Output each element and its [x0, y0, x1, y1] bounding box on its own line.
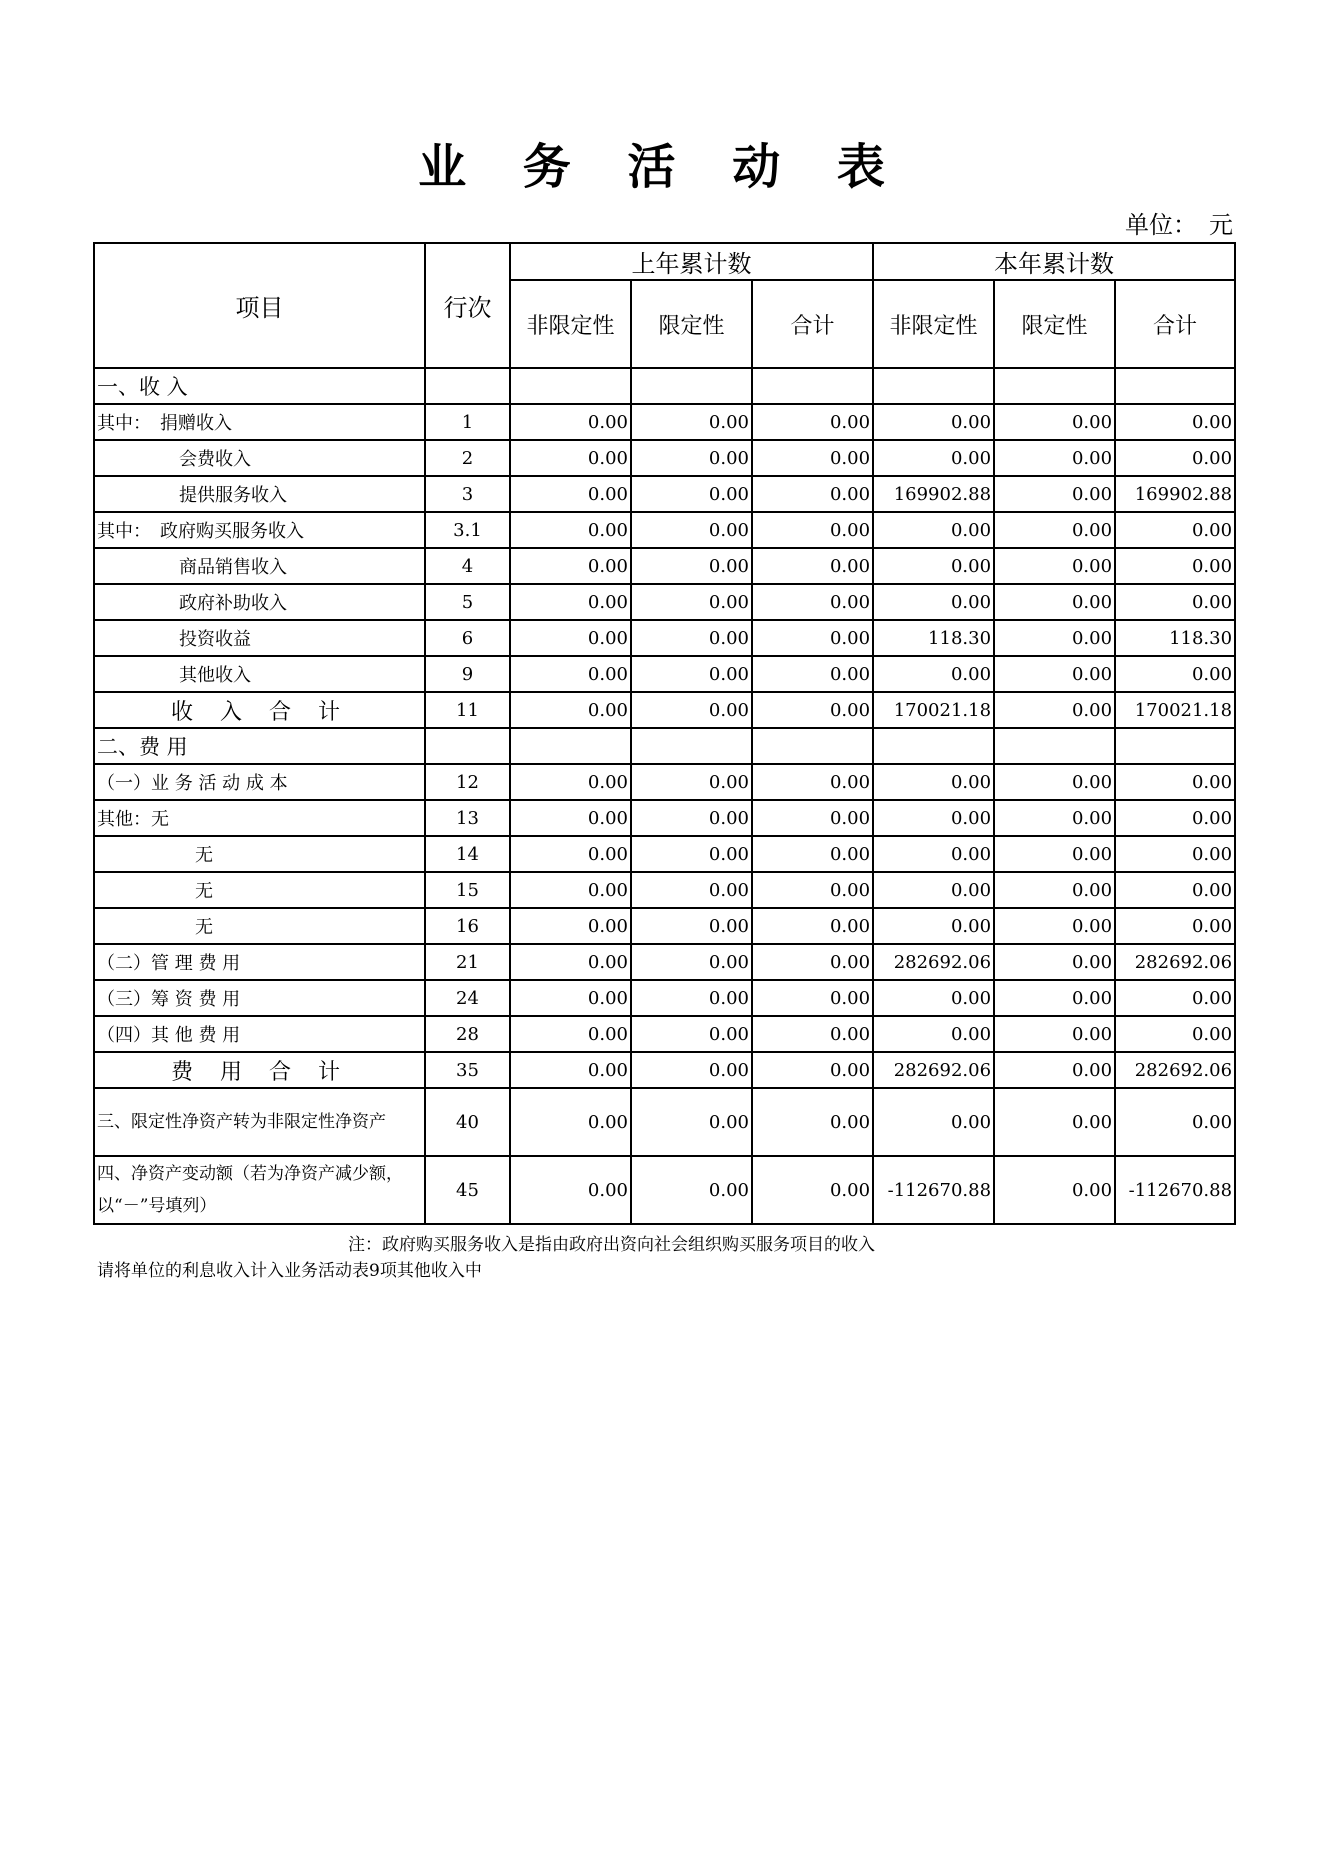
cell-this-unrestricted: 0.00 — [873, 404, 994, 440]
table-row — [94, 1088, 1235, 1156]
cell-this-unrestricted: 0.00 — [873, 764, 994, 800]
cell-prev-unrestricted: 0.00 — [510, 836, 631, 872]
cell-prev-restricted — [631, 368, 752, 404]
cell-prev-total: 0.00 — [752, 548, 873, 584]
cell-prev-total — [752, 368, 873, 404]
header-this-year: 本年累计数 — [873, 243, 1235, 280]
row-number: 35 — [425, 1052, 510, 1088]
row-number: 3 — [425, 476, 510, 512]
cell-prev-restricted: 0.00 — [631, 836, 752, 872]
cell-this-restricted: 0.00 — [994, 620, 1115, 656]
cell-this-total: 0.00 — [1115, 872, 1235, 908]
note-interest-income: 请将单位的利息收入计入业务活动表9项其他收入中 — [97, 1261, 482, 1281]
cell-this-restricted: 0.00 — [994, 908, 1115, 944]
cell-this-restricted — [994, 368, 1115, 404]
row-number: 6 — [425, 620, 510, 656]
cell-prev-total: 0.00 — [752, 836, 873, 872]
cell-prev-unrestricted: 0.00 — [510, 548, 631, 584]
cell-this-total: 0.00 — [1115, 548, 1235, 584]
cell-this-total: 0.00 — [1115, 584, 1235, 620]
row-number: 13 — [425, 800, 510, 836]
cell-prev-total: 0.00 — [752, 692, 873, 728]
cell-prev-unrestricted: 0.00 — [510, 800, 631, 836]
cell-prev-unrestricted: 0.00 — [510, 872, 631, 908]
cell-prev-total: 0.00 — [752, 944, 873, 980]
note-government-purchase: 注：政府购买服务收入是指由政府出资向社会组织购买服务项目的收入 — [348, 1235, 875, 1255]
cell-this-unrestricted: 0.00 — [873, 440, 994, 476]
row-number: 28 — [425, 1016, 510, 1052]
row-label: （四）其 他 费 用 — [94, 1016, 425, 1052]
cell-prev-total: 0.00 — [752, 800, 873, 836]
row-number: 3.1 — [425, 512, 510, 548]
table-row — [94, 764, 1235, 800]
cell-this-total: 0.00 — [1115, 656, 1235, 692]
cell-prev-unrestricted: 0.00 — [510, 404, 631, 440]
row-number — [425, 368, 510, 404]
table-row — [94, 728, 1235, 764]
cell-this-total: 0.00 — [1115, 980, 1235, 1016]
table-row — [94, 692, 1235, 728]
row-label: 无 — [94, 908, 425, 944]
table-row — [94, 800, 1235, 836]
cell-this-total: 0.00 — [1115, 1016, 1235, 1052]
cell-prev-unrestricted: 0.00 — [510, 908, 631, 944]
table-row — [94, 440, 1235, 476]
row-number: 11 — [425, 692, 510, 728]
cell-prev-unrestricted: 0.00 — [510, 764, 631, 800]
cell-this-unrestricted: 0.00 — [873, 656, 994, 692]
cell-this-unrestricted: 0.00 — [873, 908, 994, 944]
cell-this-total — [1115, 728, 1235, 764]
cell-prev-restricted: 0.00 — [631, 980, 752, 1016]
cell-this-restricted: 0.00 — [994, 656, 1115, 692]
cell-prev-total: 0.00 — [752, 512, 873, 548]
cell-prev-unrestricted: 0.00 — [510, 1156, 631, 1224]
header-prev-year: 上年累计数 — [510, 243, 873, 280]
cell-prev-restricted: 0.00 — [631, 764, 752, 800]
cell-prev-total: 0.00 — [752, 872, 873, 908]
cell-this-restricted: 0.00 — [994, 800, 1115, 836]
cell-prev-unrestricted — [510, 368, 631, 404]
cell-prev-restricted: 0.00 — [631, 872, 752, 908]
table-row — [94, 1156, 1235, 1224]
cell-this-unrestricted: 282692.06 — [873, 1052, 994, 1088]
row-label: 三、限定性净资产转为非限定性净资产 — [94, 1088, 425, 1156]
cell-this-total: 0.00 — [1115, 404, 1235, 440]
cell-this-unrestricted: 0.00 — [873, 1016, 994, 1052]
row-label: 会费收入 — [94, 440, 425, 476]
cell-prev-restricted: 0.00 — [631, 1156, 752, 1224]
cell-prev-unrestricted — [510, 728, 631, 764]
cell-prev-total: 0.00 — [752, 404, 873, 440]
cell-prev-restricted: 0.00 — [631, 1052, 752, 1088]
cell-prev-unrestricted: 0.00 — [510, 440, 631, 476]
cell-this-unrestricted — [873, 368, 994, 404]
cell-this-restricted: 0.00 — [994, 980, 1115, 1016]
cell-prev-unrestricted: 0.00 — [510, 692, 631, 728]
cell-this-unrestricted: 0.00 — [873, 980, 994, 1016]
row-label: 政府补助收入 — [94, 584, 425, 620]
cell-this-unrestricted: 0.00 — [873, 548, 994, 584]
cell-this-total — [1115, 368, 1235, 404]
cell-this-unrestricted: 0.00 — [873, 584, 994, 620]
header-this-total: 合计 — [1115, 280, 1235, 368]
table-row — [94, 476, 1235, 512]
cell-this-restricted: 0.00 — [994, 1052, 1115, 1088]
cell-prev-total: 0.00 — [752, 476, 873, 512]
cell-prev-total: 0.00 — [752, 1052, 873, 1088]
cell-this-unrestricted: 282692.06 — [873, 944, 994, 980]
row-number: 40 — [425, 1088, 510, 1156]
cell-this-unrestricted: 0.00 — [873, 872, 994, 908]
cell-prev-total: 0.00 — [752, 1156, 873, 1224]
cell-this-unrestricted — [873, 728, 994, 764]
cell-this-unrestricted: 0.00 — [873, 836, 994, 872]
cell-this-restricted: 0.00 — [994, 764, 1115, 800]
table-row — [94, 1052, 1235, 1088]
cell-prev-total — [752, 728, 873, 764]
cell-prev-restricted: 0.00 — [631, 1016, 752, 1052]
table-row — [94, 620, 1235, 656]
cell-prev-total: 0.00 — [752, 620, 873, 656]
unit-label: 单位： 元 — [1125, 211, 1233, 239]
cell-this-total: 0.00 — [1115, 908, 1235, 944]
row-number — [425, 728, 510, 764]
cell-this-total: 0.00 — [1115, 836, 1235, 872]
cell-this-total: 169902.88 — [1115, 476, 1235, 512]
cell-prev-restricted — [631, 728, 752, 764]
row-number: 15 — [425, 872, 510, 908]
cell-prev-unrestricted: 0.00 — [510, 1016, 631, 1052]
table-row — [94, 872, 1235, 908]
cell-this-restricted: 0.00 — [994, 1016, 1115, 1052]
row-label: 投资收益 — [94, 620, 425, 656]
cell-prev-restricted: 0.00 — [631, 800, 752, 836]
row-number: 12 — [425, 764, 510, 800]
page-title: 业 务 活 动 表 — [418, 139, 905, 195]
cell-prev-restricted: 0.00 — [631, 944, 752, 980]
cell-prev-restricted: 0.00 — [631, 404, 752, 440]
row-label: （二）管 理 费 用 — [94, 944, 425, 980]
row-label: 其中： 捐赠收入 — [94, 404, 425, 440]
cell-prev-restricted: 0.00 — [631, 1088, 752, 1156]
row-label: 商品销售收入 — [94, 548, 425, 584]
cell-this-unrestricted: 0.00 — [873, 800, 994, 836]
cell-prev-restricted: 0.00 — [631, 584, 752, 620]
table-row — [94, 944, 1235, 980]
cell-this-restricted: 0.00 — [994, 440, 1115, 476]
row-label: 收 入 合 计 — [94, 692, 425, 728]
cell-prev-total: 0.00 — [752, 908, 873, 944]
cell-this-unrestricted: -112670.88 — [873, 1156, 994, 1224]
table-row — [94, 404, 1235, 440]
row-label: 无 — [94, 836, 425, 872]
row-number: 1 — [425, 404, 510, 440]
row-label: 二、费 用 — [94, 728, 425, 764]
cell-this-total: 0.00 — [1115, 800, 1235, 836]
cell-this-total: 170021.18 — [1115, 692, 1235, 728]
row-number: 4 — [425, 548, 510, 584]
cell-prev-restricted: 0.00 — [631, 476, 752, 512]
cell-this-total: 0.00 — [1115, 512, 1235, 548]
cell-prev-unrestricted: 0.00 — [510, 512, 631, 548]
cell-prev-total: 0.00 — [752, 980, 873, 1016]
table-row — [94, 908, 1235, 944]
header-prev-total: 合计 — [752, 280, 873, 368]
table-row — [94, 584, 1235, 620]
cell-prev-total: 0.00 — [752, 1016, 873, 1052]
cell-prev-unrestricted: 0.00 — [510, 620, 631, 656]
cell-this-total: -112670.88 — [1115, 1156, 1235, 1224]
cell-prev-restricted: 0.00 — [631, 692, 752, 728]
table-row — [94, 512, 1235, 548]
header-this-restricted: 限定性 — [994, 280, 1115, 368]
table-row — [94, 656, 1235, 692]
header-prev-restricted: 限定性 — [631, 280, 752, 368]
header-prev-unrestricted: 非限定性 — [510, 280, 631, 368]
cell-this-restricted: 0.00 — [994, 548, 1115, 584]
row-label: 四、净资产变动额（若为净资产减少额，以“－”号填列） — [94, 1156, 425, 1224]
cell-this-unrestricted: 118.30 — [873, 620, 994, 656]
row-label: 费 用 合 计 — [94, 1052, 425, 1088]
cell-prev-restricted: 0.00 — [631, 908, 752, 944]
table-row — [94, 1016, 1235, 1052]
header-row-no: 行次 — [425, 243, 510, 368]
row-number: 14 — [425, 836, 510, 872]
cell-this-total: 118.30 — [1115, 620, 1235, 656]
table-row — [94, 548, 1235, 584]
cell-this-restricted: 0.00 — [994, 872, 1115, 908]
cell-this-total: 0.00 — [1115, 440, 1235, 476]
cell-this-restricted: 0.00 — [994, 692, 1115, 728]
header-item: 项目 — [94, 243, 425, 368]
header-this-unrestricted: 非限定性 — [873, 280, 994, 368]
cell-this-restricted: 0.00 — [994, 404, 1115, 440]
cell-prev-restricted: 0.00 — [631, 656, 752, 692]
cell-prev-unrestricted: 0.00 — [510, 584, 631, 620]
row-label: 其中： 政府购买服务收入 — [94, 512, 425, 548]
cell-prev-unrestricted: 0.00 — [510, 944, 631, 980]
cell-this-restricted: 0.00 — [994, 584, 1115, 620]
cell-this-total: 282692.06 — [1115, 944, 1235, 980]
row-label: （三）筹 资 费 用 — [94, 980, 425, 1016]
cell-prev-total: 0.00 — [752, 764, 873, 800]
cell-prev-unrestricted: 0.00 — [510, 1088, 631, 1156]
cell-prev-total: 0.00 — [752, 1088, 873, 1156]
cell-prev-restricted: 0.00 — [631, 512, 752, 548]
cell-prev-unrestricted: 0.00 — [510, 980, 631, 1016]
activity-table — [93, 242, 1236, 1225]
cell-prev-restricted: 0.00 — [631, 440, 752, 476]
cell-this-unrestricted: 0.00 — [873, 1088, 994, 1156]
row-number: 2 — [425, 440, 510, 476]
table-row — [94, 836, 1235, 872]
cell-this-restricted: 0.00 — [994, 1156, 1115, 1224]
row-label: 一、收 入 — [94, 368, 425, 404]
table-row — [94, 980, 1235, 1016]
cell-this-restricted: 0.00 — [994, 1088, 1115, 1156]
cell-this-unrestricted: 169902.88 — [873, 476, 994, 512]
row-label: 提供服务收入 — [94, 476, 425, 512]
row-number: 24 — [425, 980, 510, 1016]
cell-this-total: 0.00 — [1115, 1088, 1235, 1156]
cell-prev-restricted: 0.00 — [631, 620, 752, 656]
cell-this-unrestricted: 170021.18 — [873, 692, 994, 728]
cell-this-unrestricted: 0.00 — [873, 512, 994, 548]
row-number: 5 — [425, 584, 510, 620]
row-number: 9 — [425, 656, 510, 692]
cell-this-restricted: 0.00 — [994, 944, 1115, 980]
cell-this-total: 0.00 — [1115, 764, 1235, 800]
cell-prev-unrestricted: 0.00 — [510, 476, 631, 512]
row-label: 无 — [94, 872, 425, 908]
table-row — [94, 368, 1235, 404]
row-label: （一）业 务 活 动 成 本 — [94, 764, 425, 800]
cell-prev-unrestricted: 0.00 — [510, 1052, 631, 1088]
row-number: 45 — [425, 1156, 510, 1224]
cell-this-restricted — [994, 728, 1115, 764]
cell-this-total: 282692.06 — [1115, 1052, 1235, 1088]
cell-this-restricted: 0.00 — [994, 512, 1115, 548]
row-number: 21 — [425, 944, 510, 980]
row-label: 其他收入 — [94, 656, 425, 692]
cell-this-restricted: 0.00 — [994, 476, 1115, 512]
cell-this-restricted: 0.00 — [994, 836, 1115, 872]
cell-prev-total: 0.00 — [752, 440, 873, 476]
cell-prev-unrestricted: 0.00 — [510, 656, 631, 692]
row-label: 其他：无 — [94, 800, 425, 836]
row-number: 16 — [425, 908, 510, 944]
cell-prev-total: 0.00 — [752, 584, 873, 620]
cell-prev-total: 0.00 — [752, 656, 873, 692]
cell-prev-restricted: 0.00 — [631, 548, 752, 584]
